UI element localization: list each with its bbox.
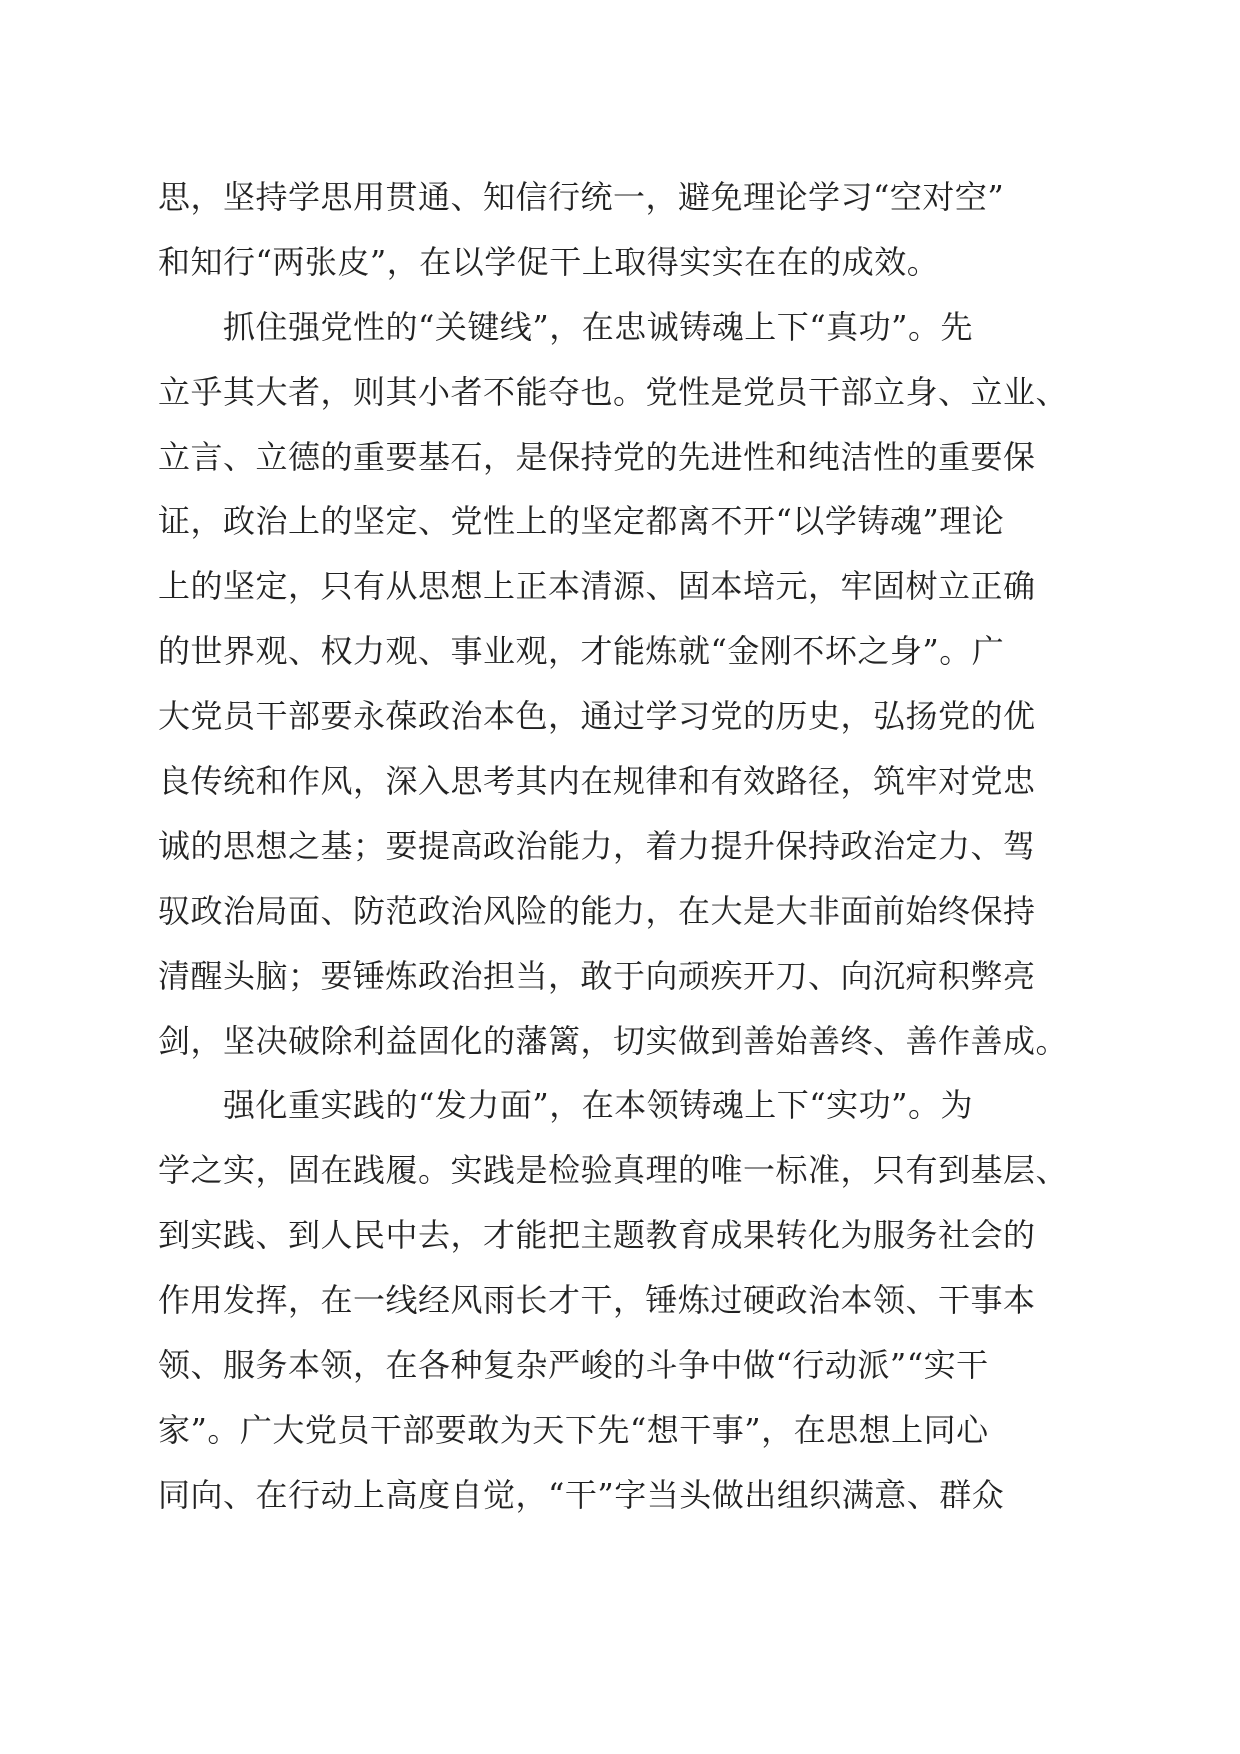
- text-line: 驭政治局面、防范政治风险的能力，在大是大非面前始终保持: [158, 891, 1036, 930]
- text-line: 良传统和作风，深入思考其内在规律和有效路径，筑牢对党忠: [158, 762, 1036, 801]
- text-line: 思，坚持学思用贯通、知信行统一，避免理论学习“空对空”: [158, 178, 1005, 216]
- text-line: 学之实，固在践履。实践是检验真理的唯一标准，只有到基层、: [158, 1151, 1069, 1190]
- text-line: 诚的思想之基；要提高政治能力，着力提升保持政治定力、驾: [158, 826, 1036, 865]
- body-text: [158, 165, 1098, 1528]
- text-line: 大党员干部要永葆政治本色，通过学习党的历史，弘扬党的优: [158, 697, 1036, 736]
- text-line: 立言、立德的重要基石，是保持党的先进性和纯洁性的重要保: [158, 437, 1036, 476]
- text-line: 剑，坚决破除利益固化的藩篱，切实做到善始善终、善作善成。: [158, 1021, 1069, 1060]
- text-line: 到实践、到人民中去，才能把主题教育成果转化为服务社会的: [158, 1216, 1036, 1255]
- text-line: 作用发挥，在一线经风雨长才干，锤炼过硬政治本领、干事本: [158, 1281, 1036, 1320]
- text-line: 和知行“两张皮”，在以学促干上取得实实在在的成效。: [158, 242, 940, 281]
- paragraph-start-line: 抓住强党性的“关键线”，在忠诚铸魂上下“真功”。先: [158, 307, 973, 346]
- paragraph-start-line: 强化重实践的“发力面”，在本领铸魂上下“实功”。为: [158, 1086, 973, 1125]
- text-line: 清醒头脑；要锤炼政治担当，敢于向顽疾开刀、向沉疴积弊亮: [158, 956, 1036, 995]
- text-line: 立乎其大者，则其小者不能夺也。党性是党员干部立身、立业、: [158, 372, 1069, 411]
- text-line: 上的坚定，只有从思想上正本清源、固本培元，牢固树立正确: [158, 567, 1036, 606]
- text-line: 家”。广大党员干部要敢为天下先“想干事”，在思想上同心: [158, 1410, 989, 1449]
- text-line: 的世界观、权力观、事业观，才能炼就“金刚不坏之身”。广: [158, 632, 1005, 671]
- text-line: 同向、在行动上高度自觉，“干”字当头做出组织满意、群众: [158, 1475, 1005, 1514]
- text-line: 证，政治上的坚定、党性上的坚定都离不开“以学铸魂”理论: [158, 502, 1005, 541]
- text-line: 领、服务本领，在各种复杂严峻的斗争中做“行动派”“实干: [158, 1346, 989, 1385]
